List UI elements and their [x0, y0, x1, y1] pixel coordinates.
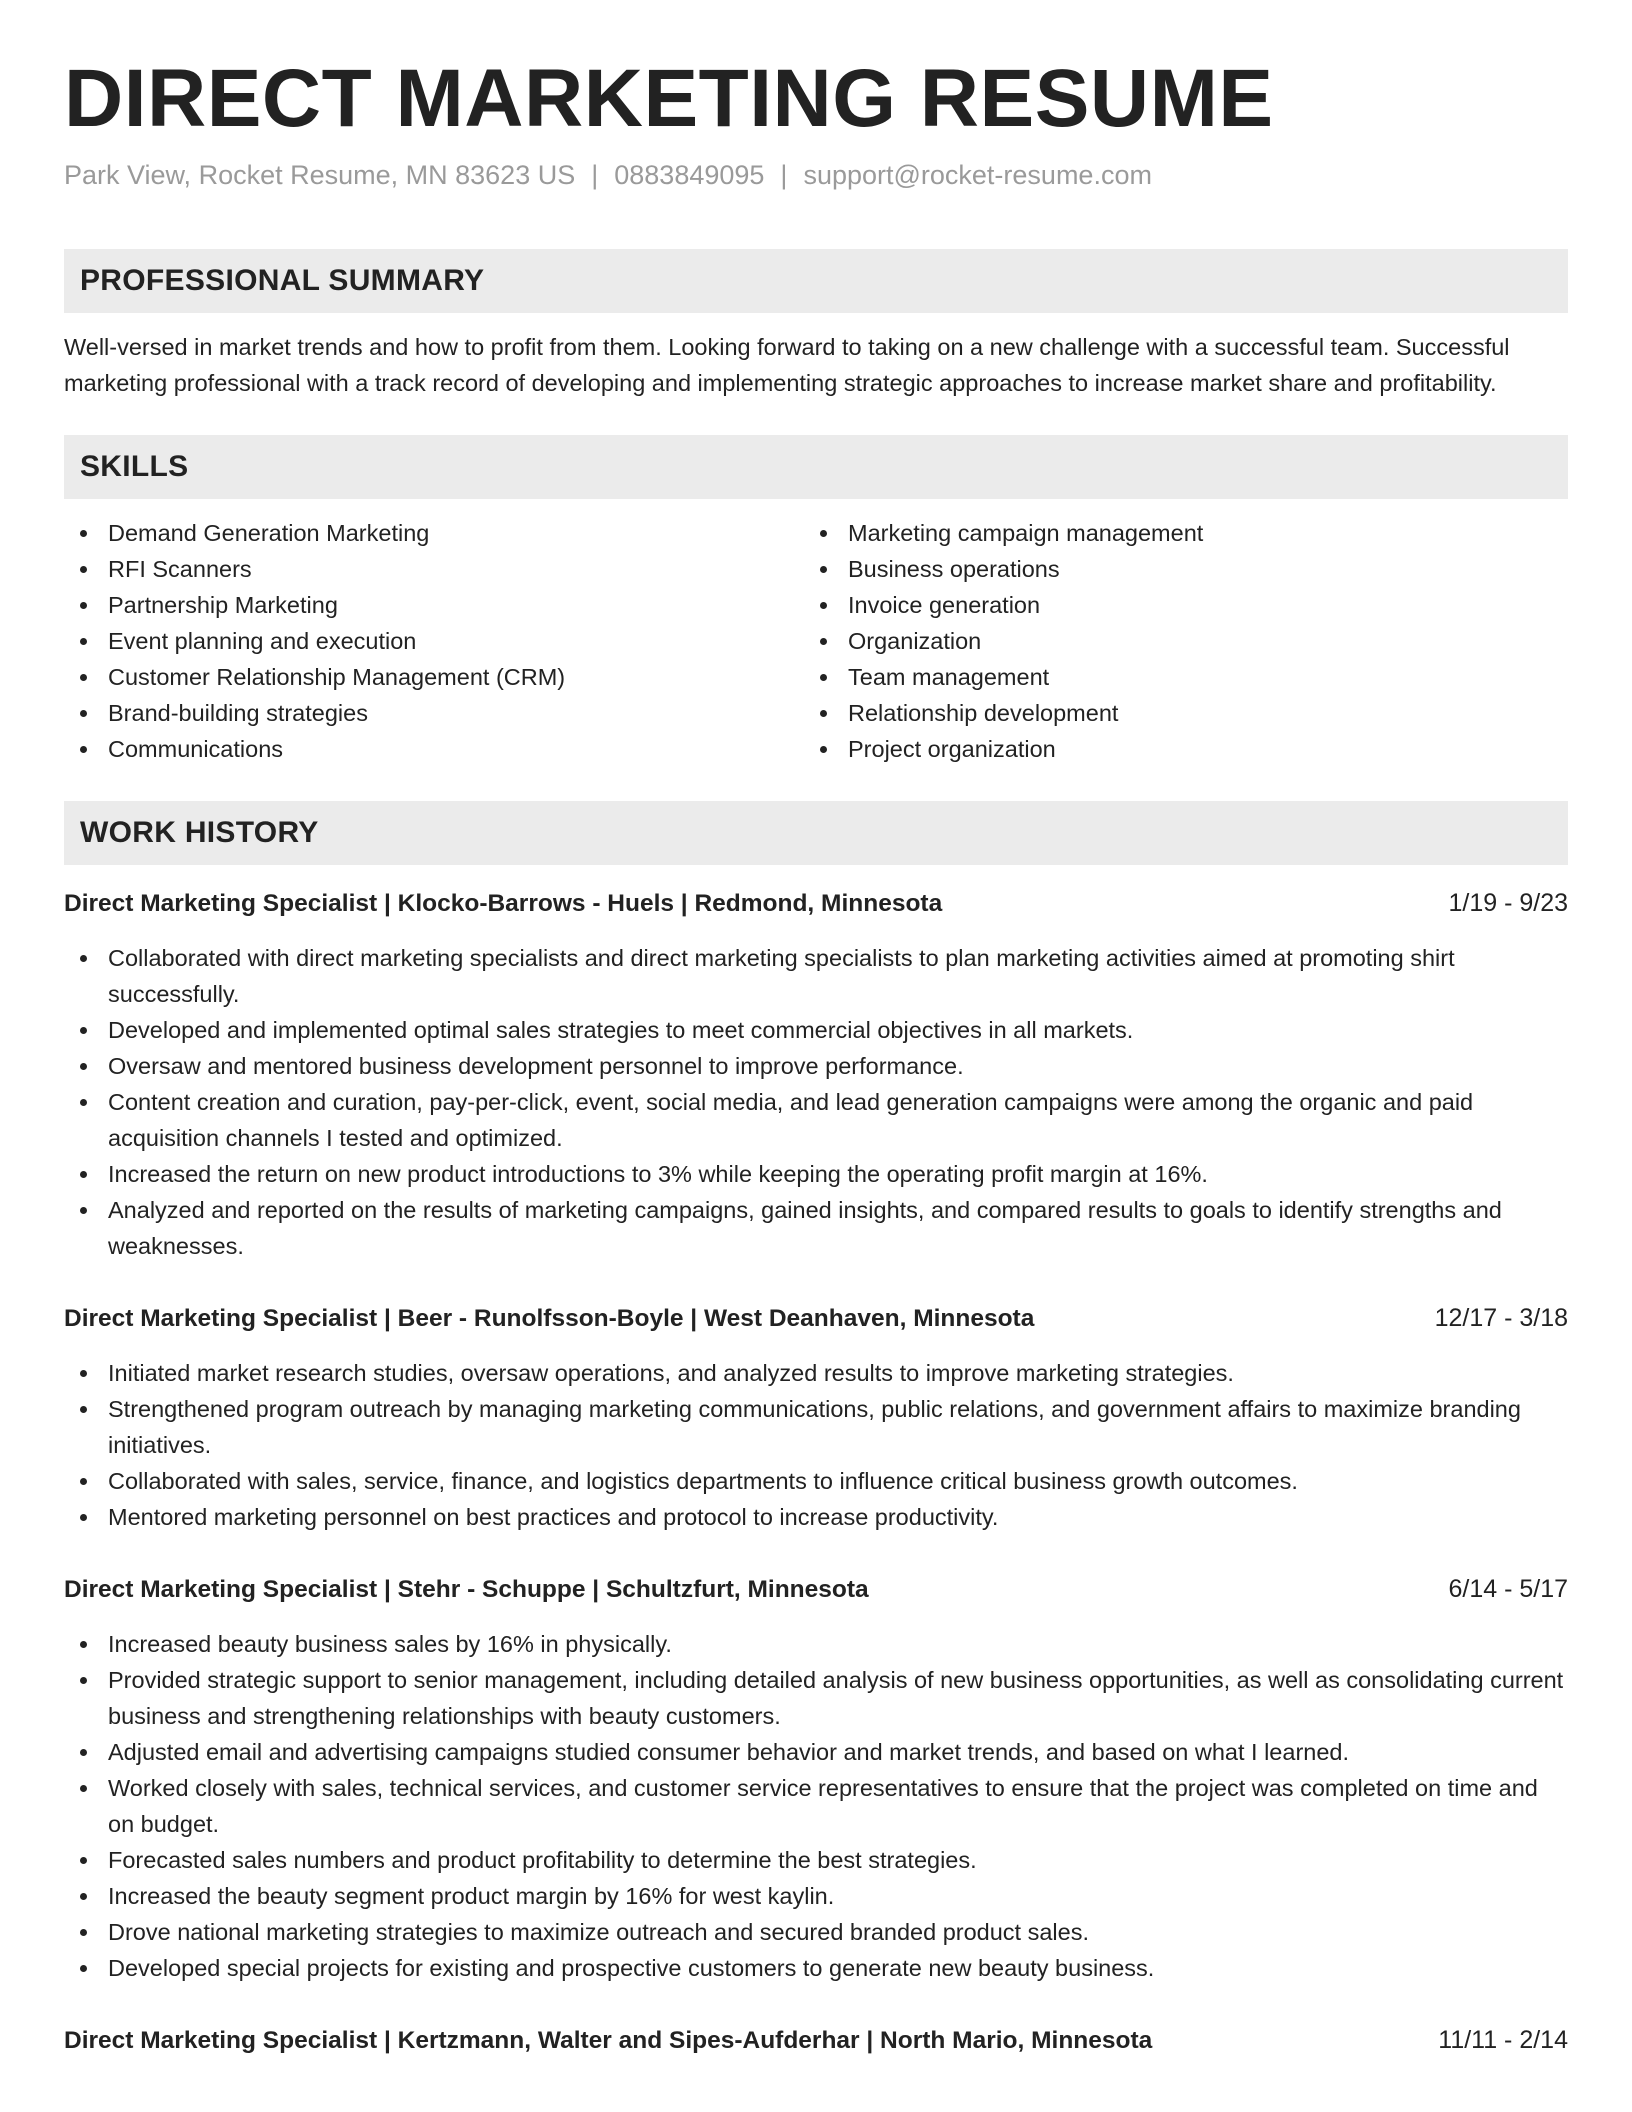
job-header — [64, 2022, 1568, 2059]
job-bullet: Collaborated with sales, service, finance, and logistics departments to influence critical business growth outcomes. — [64, 1463, 1568, 1499]
skills-column-left — [64, 515, 804, 767]
job-bullets — [64, 1626, 1568, 1986]
job-bullet: Initiated market research studies, oversaw operations, and analyzed results to improve marketing strategies. — [64, 1355, 1568, 1391]
job-title: Direct Marketing Specialist | Klocko-Barrows - Huels | Redmond, Minnesota — [64, 890, 943, 918]
job-entry — [64, 1571, 1568, 1986]
job-bullet: Drove national marketing strategies to maximize outreach and secured branded product sales. — [64, 1914, 1568, 1950]
skill-item: Communications — [64, 731, 804, 767]
section-heading-work-history: WORK HISTORY — [64, 801, 1568, 865]
job-bullet: Increased the return on new product introductions to 3% while keeping the operating profit margin at 16%. — [64, 1156, 1568, 1192]
summary-text: Well-versed in market trends and how to profit from them. Looking forward to taking on a new challenge with a successful team. Successful marketing professional with a track record of developing and implementing strategic approaches to increase market share and profitability. — [64, 334, 1510, 397]
job-bullet: Collaborated with direct marketing specialists and direct marketing specialists to plan marketing activities aimed at promoting shirt successfully. — [64, 940, 1568, 1012]
skill-item: Invoice generation — [804, 587, 1564, 623]
skill-item: Relationship development — [804, 695, 1564, 731]
job-entry — [64, 1300, 1568, 1535]
job-bullet: Provided strategic support to senior management, including detailed analysis of new business opportunities, as well as consolidating current business and strengthening relationships with beauty customers. — [64, 1662, 1568, 1734]
contact-address: Park View, Rocket Resume, MN 83623 US — [64, 160, 576, 191]
skills-column-right — [804, 515, 1564, 767]
job-bullet: Forecasted sales numbers and product profitability to determine the best strategies. — [64, 1842, 1568, 1878]
contact-phone: 0883849095 — [614, 160, 765, 191]
job-bullet: Increased beauty business sales by 16% in physically. — [64, 1626, 1568, 1662]
contact-separator: | — [591, 160, 599, 191]
job-dates: 1/19 - 9/23 — [1448, 889, 1568, 918]
job-bullets — [64, 1355, 1568, 1535]
skill-item: Partnership Marketing — [64, 587, 804, 623]
job-bullet: Increased the beauty segment product margin by 16% for west kaylin. — [64, 1878, 1568, 1914]
skill-item: Demand Generation Marketing — [64, 515, 804, 551]
job-entry — [64, 885, 1568, 1264]
job-dates: 11/11 - 2/14 — [1438, 2026, 1568, 2055]
section-heading-summary: PROFESSIONAL SUMMARY — [64, 249, 1568, 313]
job-header — [64, 885, 1568, 922]
section-heading-skills: SKILLS — [64, 435, 1568, 499]
job-entry — [64, 2022, 1568, 2059]
contact-separator: | — [780, 160, 788, 191]
skill-item: Event planning and execution — [64, 623, 804, 659]
skill-item: Team management — [804, 659, 1564, 695]
contact-line — [64, 158, 1568, 193]
skill-item: Project organization — [804, 731, 1564, 767]
contact-email: support@rocket-resume.com — [803, 160, 1152, 191]
job-header — [64, 1571, 1568, 1608]
skills-list — [64, 515, 1568, 767]
job-dates: 12/17 - 3/18 — [1434, 1304, 1568, 1333]
job-bullet: Developed special projects for existing and prospective customers to generate new beauty business. — [64, 1950, 1568, 1986]
job-bullet: Analyzed and reported on the results of marketing campaigns, gained insights, and compared results to goals to identify strengths and weaknesses. — [64, 1192, 1568, 1264]
job-title: Direct Marketing Specialist | Stehr - Schuppe | Schultzfurt, Minnesota — [64, 1576, 869, 1604]
job-bullet: Strengthened program outreach by managing marketing communications, public relations, and government affairs to maximize branding initiatives. — [64, 1391, 1568, 1463]
resume-title: DIRECT MARKETING RESUME — [64, 53, 1274, 144]
skill-item: Brand-building strategies — [64, 695, 804, 731]
skill-item: Marketing campaign management — [804, 515, 1564, 551]
skill-item: Customer Relationship Management (CRM) — [64, 659, 804, 695]
job-title: Direct Marketing Specialist | Beer - Runolfsson-Boyle | West Deanhaven, Minnesota — [64, 1305, 1035, 1333]
job-title: Direct Marketing Specialist | Kertzmann, Walter and Sipes-Aufderhar | North Mario, Minnesota — [64, 2027, 1153, 2055]
job-header — [64, 1300, 1568, 1337]
job-bullet: Oversaw and mentored business development personnel to improve performance. — [64, 1048, 1568, 1084]
skill-item: RFI Scanners — [64, 551, 804, 587]
skill-item: Business operations — [804, 551, 1564, 587]
job-bullet: Worked closely with sales, technical services, and customer service representatives to ensure that the project was completed on time and on budget. — [64, 1770, 1568, 1842]
job-bullets — [64, 940, 1568, 1264]
job-bullet: Developed and implemented optimal sales strategies to meet commercial objectives in all markets. — [64, 1012, 1568, 1048]
job-bullet: Content creation and curation, pay-per-click, event, social media, and lead generation campaigns were among the organic and paid acquisition channels I tested and optimized. — [64, 1084, 1568, 1156]
skill-item: Organization — [804, 623, 1564, 659]
job-bullet: Mentored marketing personnel on best practices and protocol to increase productivity. — [64, 1499, 1568, 1535]
job-dates: 6/14 - 5/17 — [1448, 1575, 1568, 1604]
job-bullet: Adjusted email and advertising campaigns studied consumer behavior and market trends, and based on what I learned. — [64, 1734, 1568, 1770]
